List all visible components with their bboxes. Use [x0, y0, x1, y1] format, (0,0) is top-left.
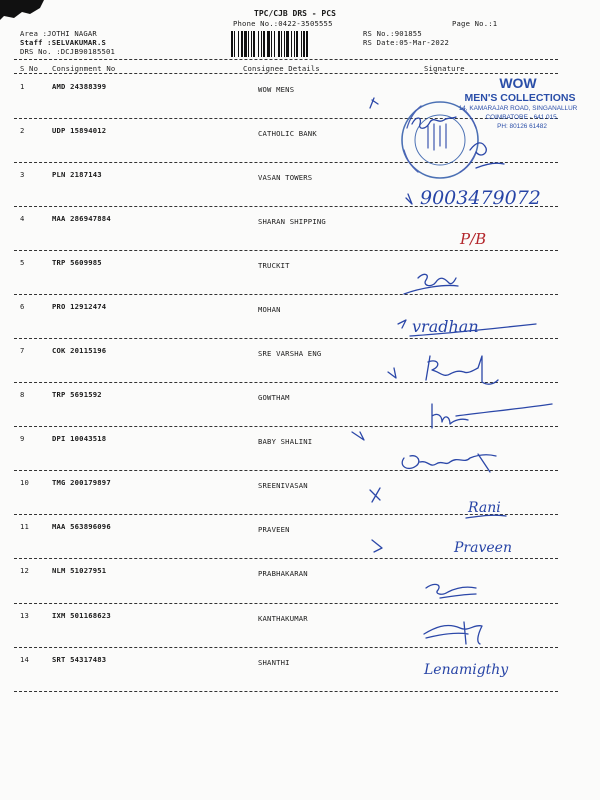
header-area: Area :JOTHI NAGAR: [20, 29, 97, 38]
header-staff: Staff :SELVAKUMAR.S: [20, 38, 107, 47]
signature-row-10: Rani: [468, 500, 501, 516]
row-consignee: WOW MENS: [258, 85, 295, 94]
header-rs-date: RS Date:05-Mar-2022: [363, 38, 450, 47]
row-consignee: KANTHAKUMAR: [258, 614, 308, 623]
signature-row-14: Lenamigthy: [424, 662, 509, 678]
row-sno: 1: [20, 82, 25, 91]
row-consignment: TMG 200179897: [52, 478, 111, 487]
signature-row-12: [426, 584, 476, 598]
header-page: Page No.:1: [452, 19, 498, 28]
row-sno: 14: [20, 655, 30, 664]
col-sno: S No: [20, 64, 39, 73]
row-sno: 13: [20, 611, 30, 620]
row-consignment: MAA 286947884: [52, 214, 111, 223]
stamp-name: MEN'S COLLECTIONS: [464, 92, 576, 104]
tick-mark: [388, 368, 396, 378]
col-consignment: Consignment No: [52, 64, 116, 73]
row-sno: 12: [20, 566, 30, 575]
signature-row-6: vradhan: [412, 317, 479, 336]
row-consignee: SHARAN SHIPPING: [258, 217, 326, 226]
handwritten-phone: 9003479072: [420, 187, 541, 209]
row-consignment: TRP 5609985: [52, 258, 102, 267]
row-consignment: IXM 501168623: [52, 611, 111, 620]
col-consignee: Consignee Details: [243, 64, 320, 73]
tick-mark: [370, 98, 378, 108]
tick-mark: [406, 194, 412, 204]
row-sno: 10: [20, 478, 30, 487]
row-consignee: SRE VARSHA ENG: [258, 349, 322, 358]
row-consignee: GOWTHAM: [258, 393, 290, 402]
row-sno: 6: [20, 302, 25, 311]
row-consignment: AMD 24388399: [52, 82, 107, 91]
row-consignment: SRT 54317483: [52, 655, 107, 664]
header-title: TPC/CJB DRS - PCS: [254, 9, 336, 18]
row-sno: 7: [20, 346, 25, 355]
col-signature: Signature: [424, 64, 465, 73]
row-consignment: DPI 10043518: [52, 434, 107, 443]
header-drs-no: DRS No. :DCJB90185501: [20, 47, 116, 56]
row-consignee: CATHOLIC BANK: [258, 129, 317, 138]
row-consignee: TRUCKIT: [258, 261, 290, 270]
row-sno: 3: [20, 170, 25, 179]
tick-mark: [372, 540, 382, 552]
row-sno: 2: [20, 126, 25, 135]
row-consignment: UDP 15894012: [52, 126, 107, 135]
round-seal: [402, 102, 478, 178]
header-rs-no: RS No.:901855: [363, 29, 422, 38]
signature-row-5: [404, 274, 458, 294]
row-consignee: SREENIVASAN: [258, 481, 308, 490]
row-sno: 9: [20, 434, 25, 443]
stamp-brand: WOW: [499, 75, 537, 91]
row-sno: 8: [20, 390, 25, 399]
row-consignee: BABY SHALINI: [258, 437, 313, 446]
stamp-phone: PH: 80126 61482: [497, 123, 547, 130]
row-sno: 4: [20, 214, 25, 223]
stamp-address1: 14, KAMARAJAR ROAD, SINGANALLUR: [458, 105, 578, 112]
row-consignment: MAA 563896096: [52, 522, 111, 531]
row-consignee: PRAVEEN: [258, 525, 290, 534]
row-consignment: PLN 2187143: [52, 170, 102, 179]
signature-row-8: [432, 404, 552, 428]
tick-mark: [398, 320, 406, 328]
row-sno: 11: [20, 522, 30, 531]
row-consignee: VASAN TOWERS: [258, 173, 313, 182]
row-consignment: PRO 12912474: [52, 302, 107, 311]
cross-mark: [370, 488, 380, 502]
tick-mark: [352, 432, 364, 440]
row-consignee: PRABHAKARAN: [258, 569, 308, 578]
signature-row-9: [402, 454, 496, 472]
row-consignee: MOHAN: [258, 305, 281, 314]
row-sno: 5: [20, 258, 25, 267]
signature-row-13: [424, 622, 482, 644]
row-consignment: TRP 5691592: [52, 390, 102, 399]
header-phone: Phone No.:0422-3505555: [233, 19, 333, 28]
row-consignee: SHANTHI: [258, 658, 290, 667]
row-consignment: NLM 51027951: [52, 566, 107, 575]
handwritten-pb: P/B: [460, 230, 487, 248]
signature-row-11: Praveen: [454, 540, 512, 556]
stamp-address2: COIMBATORE - 641 015.: [485, 114, 559, 121]
row-consignment: COK 20115196: [52, 346, 107, 355]
signature-row-7: [426, 356, 498, 384]
